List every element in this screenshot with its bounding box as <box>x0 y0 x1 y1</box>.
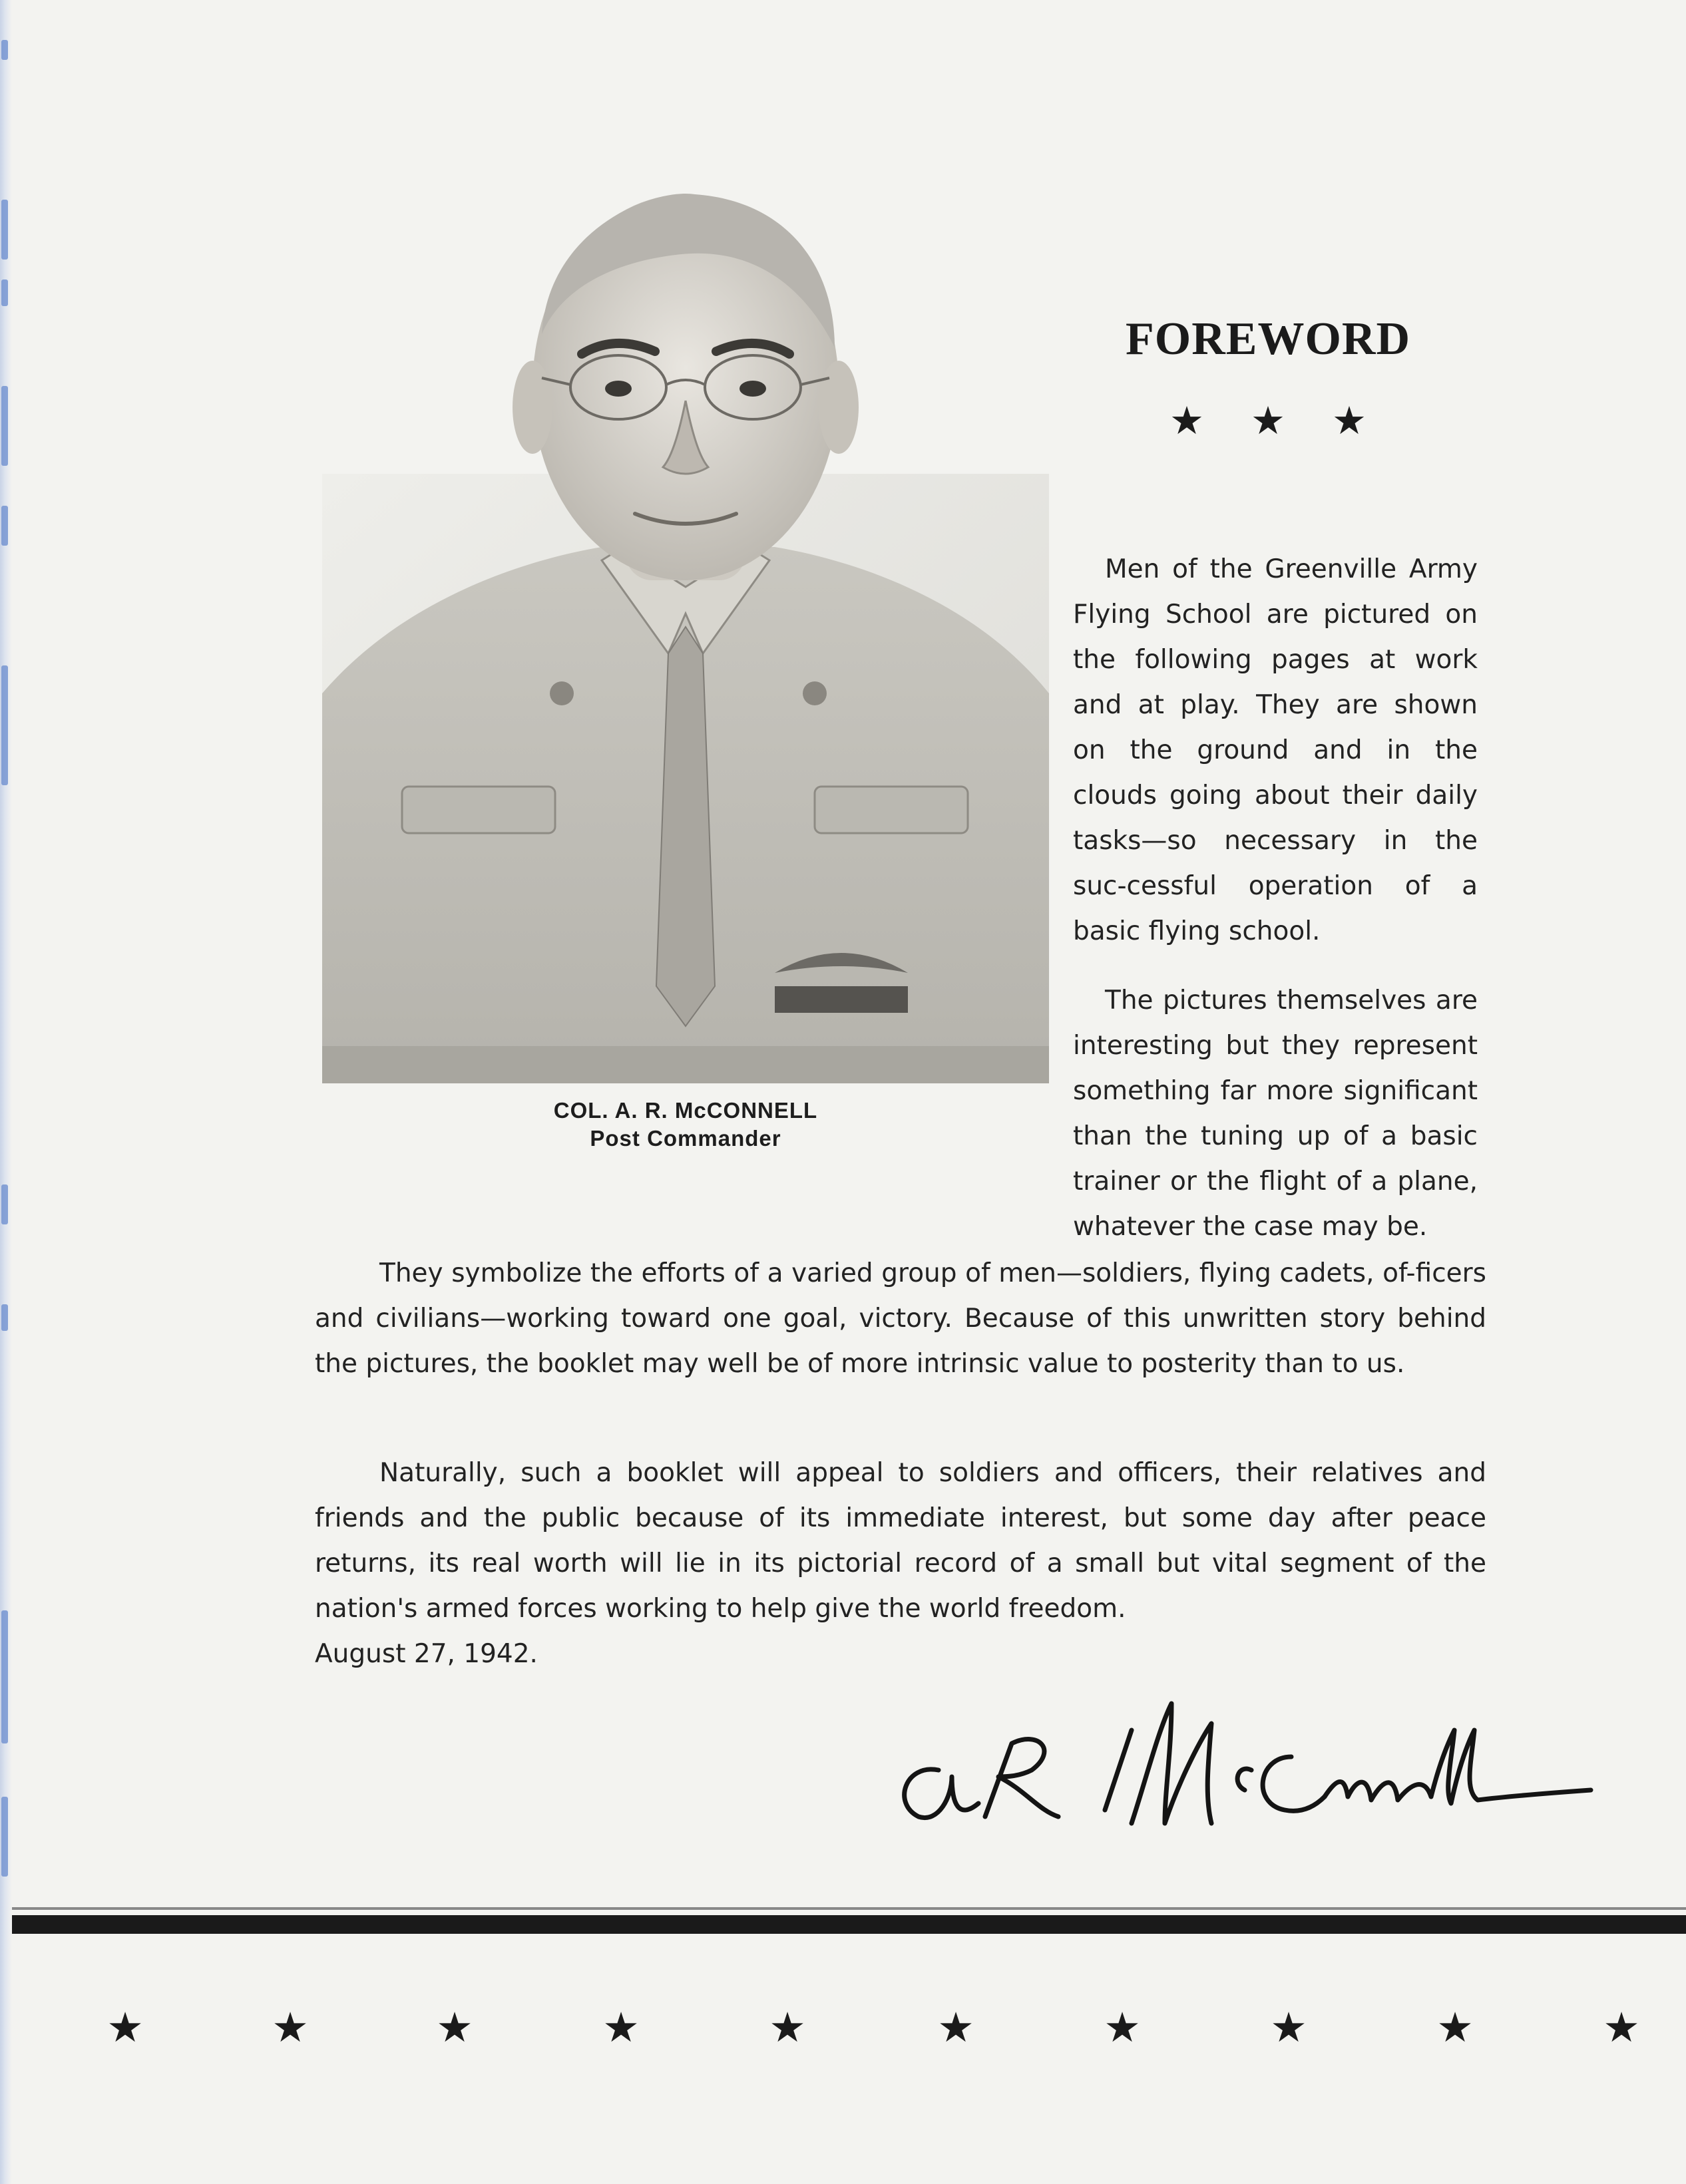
divider-thin <box>12 1907 1686 1910</box>
portrait-caption <box>322 1097 1049 1153</box>
star-icon: ★ <box>1104 2003 1141 2052</box>
portrait-photo-icon <box>322 188 1049 1083</box>
page-title: FOREWORD <box>1126 313 1410 365</box>
star-icon: ★ <box>937 2003 974 2052</box>
paragraph-4-text: Naturally, such a booklet will appeal to soldiers and officers, their relatives and friends and the public because of its immediate interest, but some day after peace returns, its real worth will lie in its pictorial record of a small but vital segment of the nation's armed forces working to help give the world freedom. <box>315 1458 1486 1624</box>
heading-stars-icon: ★★★ <box>1169 398 1413 443</box>
star-icon: ★ <box>1270 2003 1307 2052</box>
footer-stars <box>0 2003 1686 2056</box>
signature-icon <box>879 1690 1597 1850</box>
paragraph-3 <box>315 1251 1486 1387</box>
paragraph-4 <box>315 1451 1486 1632</box>
caption-name: COL. A. R. McCONNELL <box>553 1098 818 1123</box>
star-icon: ★ <box>272 2003 309 2052</box>
star-icon: ★ <box>436 2003 473 2052</box>
paragraph-1-text: Men of the Greenville Army Flying School are pictured on the following pages at work and at play. They are shown on the ground and in the clouds going about their daily tasks—so necessary in the suc-cessful operation of a basic flying school. <box>1073 554 1478 946</box>
divider-bar <box>12 1915 1686 1934</box>
page-binding-edge <box>0 0 12 2184</box>
date-line: August 27, 1942. <box>315 1639 538 1669</box>
paragraph-1 <box>1073 547 1478 954</box>
star-icon: ★ <box>1603 2003 1640 2052</box>
star-icon: ★ <box>602 2003 640 2052</box>
paragraph-3-text: They symbolize the efforts of a varied group of men—soldiers, flying cadets, of-ficers and civilians—working toward one goal, victory. Because of this unwritten story behind the pictures, the booklet may well be of more intrinsic value to posterity than to us. <box>315 1258 1486 1379</box>
caption-title: Post Commander <box>590 1126 781 1151</box>
paragraph-2-text: The pictures themselves are interesting but they represent something far more significant than the tuning up of a basic trainer or the flight of a plane, whatever the case may be. <box>1073 986 1478 1242</box>
star-icon: ★ <box>1436 2003 1474 2052</box>
paragraph-2 <box>1073 978 1478 1250</box>
portrait-photo <box>322 188 1049 1083</box>
star-icon: ★ <box>769 2003 806 2052</box>
star-icon: ★ <box>106 2003 144 2052</box>
